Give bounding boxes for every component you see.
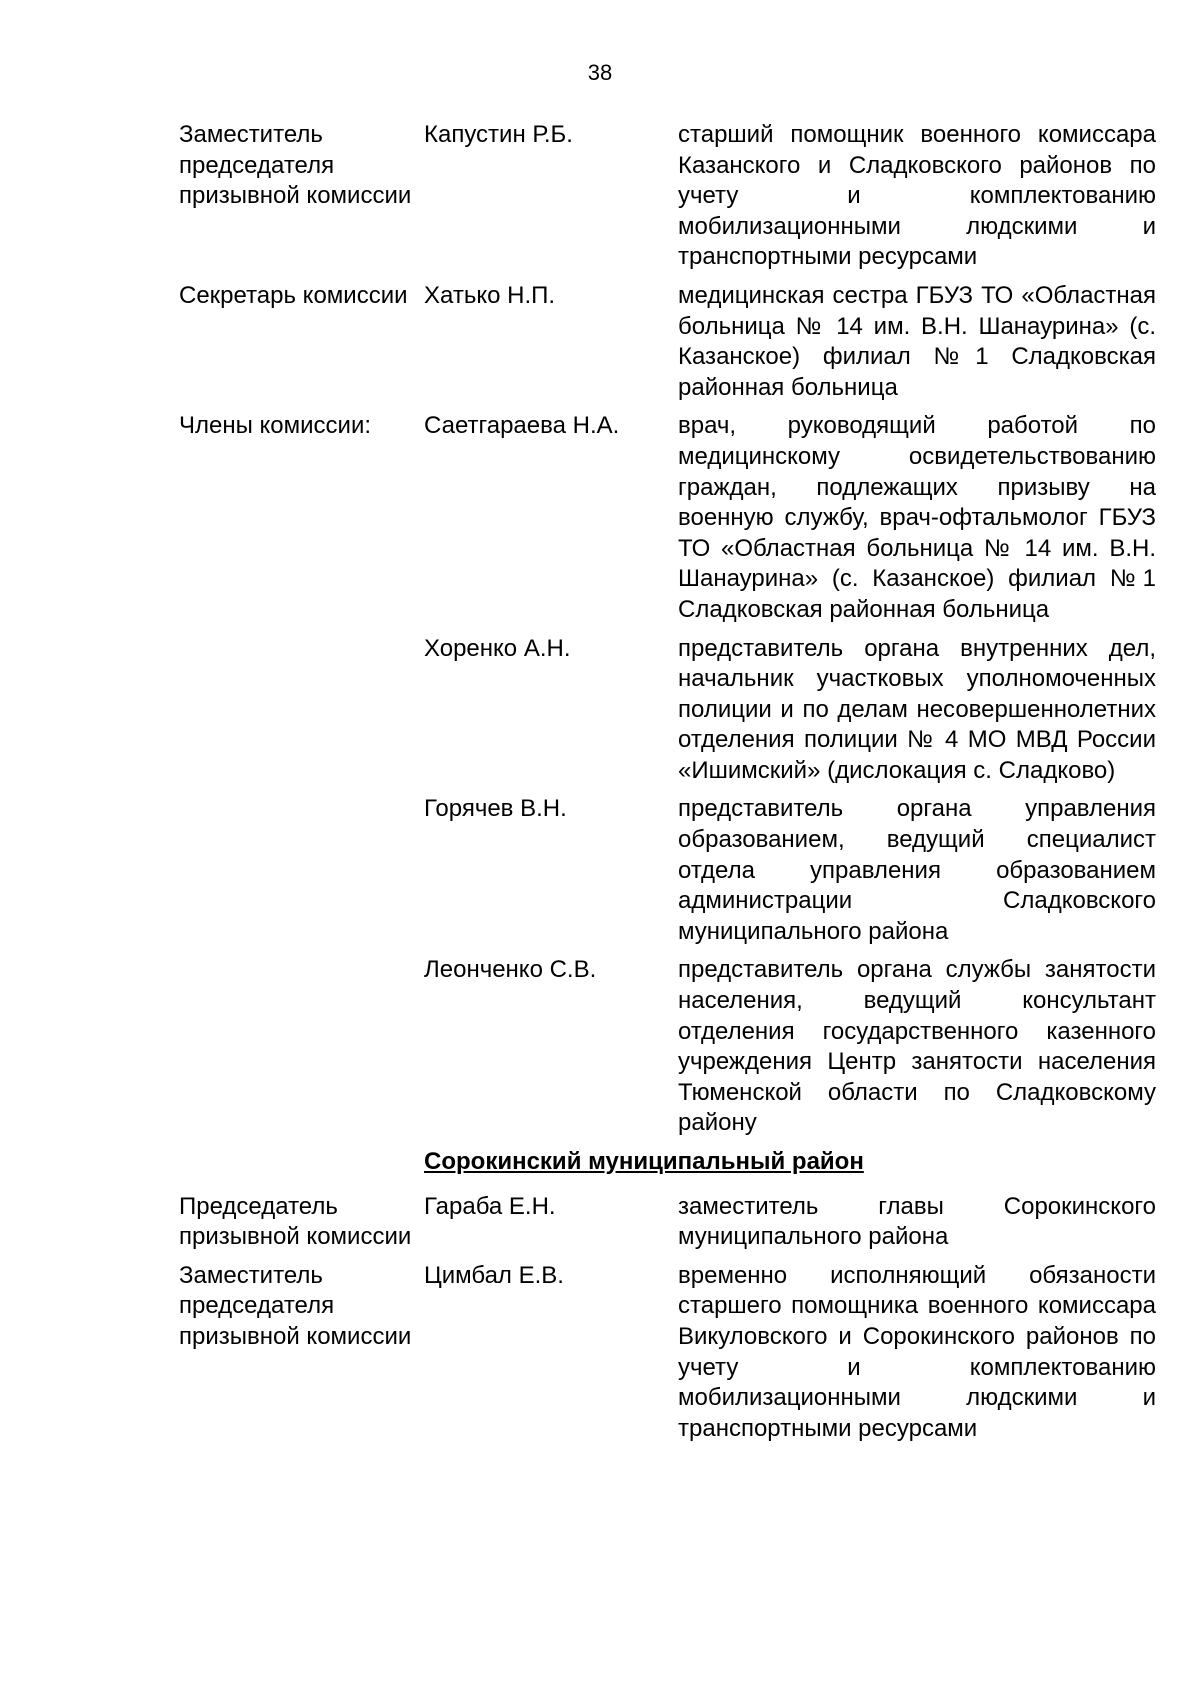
description-cell: заместитель главы Сорокинского муниципального района [678,1192,1156,1251]
commission-row [179,955,1156,1139]
description-cell: старший помощник военного комиссара Казанского и Сладковского районов по учету и комплектованию мобилизационными людскими и транспортными ресурсами [678,121,1156,271]
name-cell: Цимбал Е.В. [424,1261,564,1289]
section-heading-row [179,1147,1156,1178]
name-cell: Леонченко С.В. [424,956,597,984]
name-cell: Горячев В.Н. [424,795,567,823]
commission-row [179,634,1156,787]
page-number: 38 [587,60,613,85]
name-cell: Гараба Е.Н. [424,1192,556,1220]
section-title: Сорокинский муниципальный район [424,1148,864,1175]
commission-row [179,1261,1156,1445]
role-cell: Председатель призывной комиссии [179,1192,412,1251]
commission-row [179,794,1156,947]
name-cell: Хоренко А.Н. [424,634,571,662]
name-cell: Капустин Р.Б. [424,121,573,148]
description-cell: временно исполняющий обязаности старшего помощника военного комиссара Викуловского и Сорокинского районов по учету и комплектованию мобилизационными людскими и транспортными ресурсами [678,1261,1156,1442]
description-cell: врач, руководящий работой по медицинскому освидетельствованию граждан, подлежащих призыву на военную службу, врач-офтальмолог ГБУЗ ТО «Областная больница № 14 им. В.Н. Шанаурина» (с. Казанское) филиал №1 Сладковская районная больница [678,412,1156,623]
role-cell: Члены комиссии: [179,412,372,440]
role-cell: Секретарь комиссии [179,281,408,309]
commission-row [179,120,1156,273]
description-cell: медицинская сестра ГБУЗ ТО «Областная больница № 14 им. В.Н. Шанаурина» (с. Казанское) филиал №1 Сладковская районная больница [678,281,1156,401]
commission-row [179,1192,1156,1253]
commission-row [179,281,1156,403]
description-cell: представитель органа внутренних дел, начальник участковых уполномоченных полиции и по делам несовершеннолетних отделения полиции № 4 МО МВД России «Ишимский» (дислокация с. Сладково) [678,634,1156,784]
description-cell: представитель органа управления образованием, ведущий специалист отдела управления образованием администрации Сладковского муниципального района [678,795,1156,945]
role-cell: Заместитель председателя призывной комиссии [179,1261,412,1350]
commission-row [179,411,1156,625]
commission-document [179,120,1156,1452]
name-cell: Саетгараева Н.А. [424,412,620,440]
name-cell: Хатько Н.П. [424,281,556,309]
description-cell: представитель органа службы занятости населения, ведущий консультант отделения государственного казенного учреждения Центр занятости населения Тюменской области по Сладковскому району [678,956,1156,1137]
role-cell: Заместитель председателя призывной комиссии [179,121,412,210]
